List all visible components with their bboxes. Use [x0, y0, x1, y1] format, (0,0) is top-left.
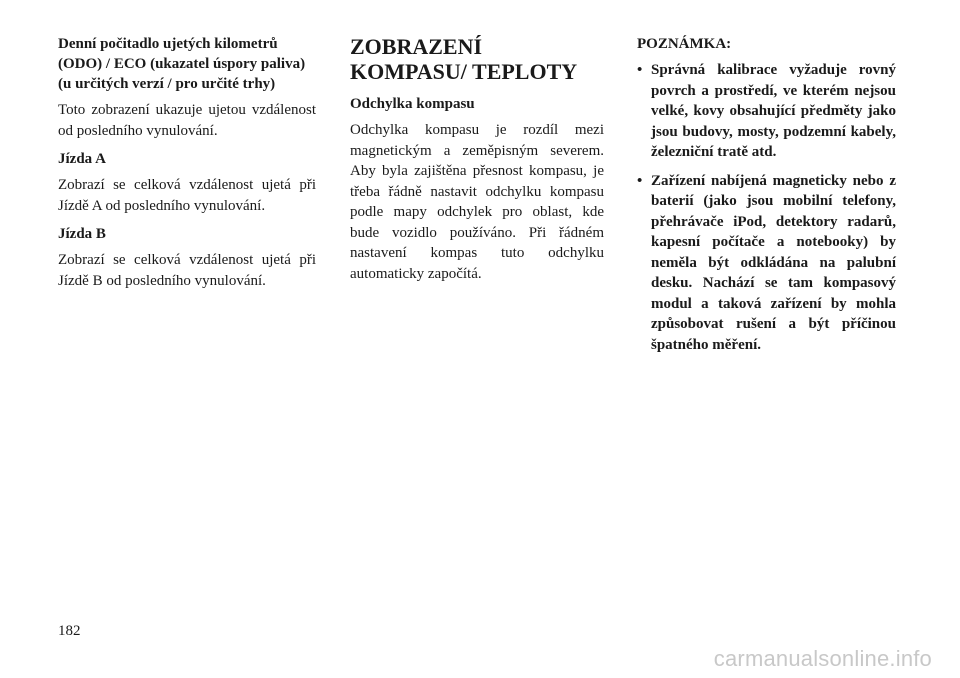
bullet-icon: • — [637, 62, 643, 78]
trip-a-text: Zobrazí se celková vzdálenost ujetá při Jízdě A od posledního vynulování. — [58, 177, 316, 214]
trip-b-text: Zobrazí se celková vzdálenost ujetá při Jízdě B od posledního vynulování. — [58, 252, 316, 289]
column-middle — [350, 34, 604, 290]
note-item — [637, 60, 896, 163]
watermark: carmanualsonline.info — [713, 646, 932, 671]
odo-intro-text: Toto zobrazení ukazuje ujetou vzdálenost od posledního vynulování. — [58, 102, 316, 139]
bullet-icon: • — [637, 172, 643, 189]
note-text: Správná kalibrace vyžaduje rovný povrch a prostředí, ve kterém nejsou velké, kovy obsahující předměty jako jsou budovy, mosty, podzemní kabely, železniční tratě atd. — [651, 62, 896, 160]
compass-variance-heading: Odchylka kompasu — [350, 96, 475, 112]
note-title: POZNÁMKA: — [637, 36, 732, 52]
odo-eco-heading: Denní počitadlo ujetých kilometrů (ODO) / ECO (ukazatel úspory paliva) (u určitých verzí / pro určité trhy) — [58, 36, 306, 92]
note-list — [637, 60, 896, 355]
page-number: 182 — [58, 623, 81, 639]
trip-b-heading: Jízda B — [58, 226, 106, 242]
note-text: Zařízení nabíjená magneticky nebo z baterií (jako jsou mobilní telefony, přehrávače iPod, detektory radarů, kapesní počítače a notebooky) by neměla být odkládána na palubní desku. Nachází se tam kompasový modul a taková zařízení by mohla způsobovat rušení a být příčinou špatného měření. — [651, 172, 896, 353]
trip-a-heading: Jízda A — [58, 151, 106, 167]
section-title: ZOBRAZENÍ KOMPASU/ TEPLOTY — [350, 34, 578, 84]
column-right — [637, 34, 896, 363]
column-left — [58, 34, 316, 297]
compass-variance-text: Odchylka kompasu je rozdíl mezi magnetickým a zeměpisným severem. Aby byla zajištěna přesnost kompasu, je třeba řádně nastavit odchylku kompasu podle mapy odchylek pro oblast, kde bude vozidlo používáno. Při řádném nastavení kompas tuto odchylku automaticky započítá. — [350, 122, 604, 282]
note-item — [637, 171, 896, 356]
